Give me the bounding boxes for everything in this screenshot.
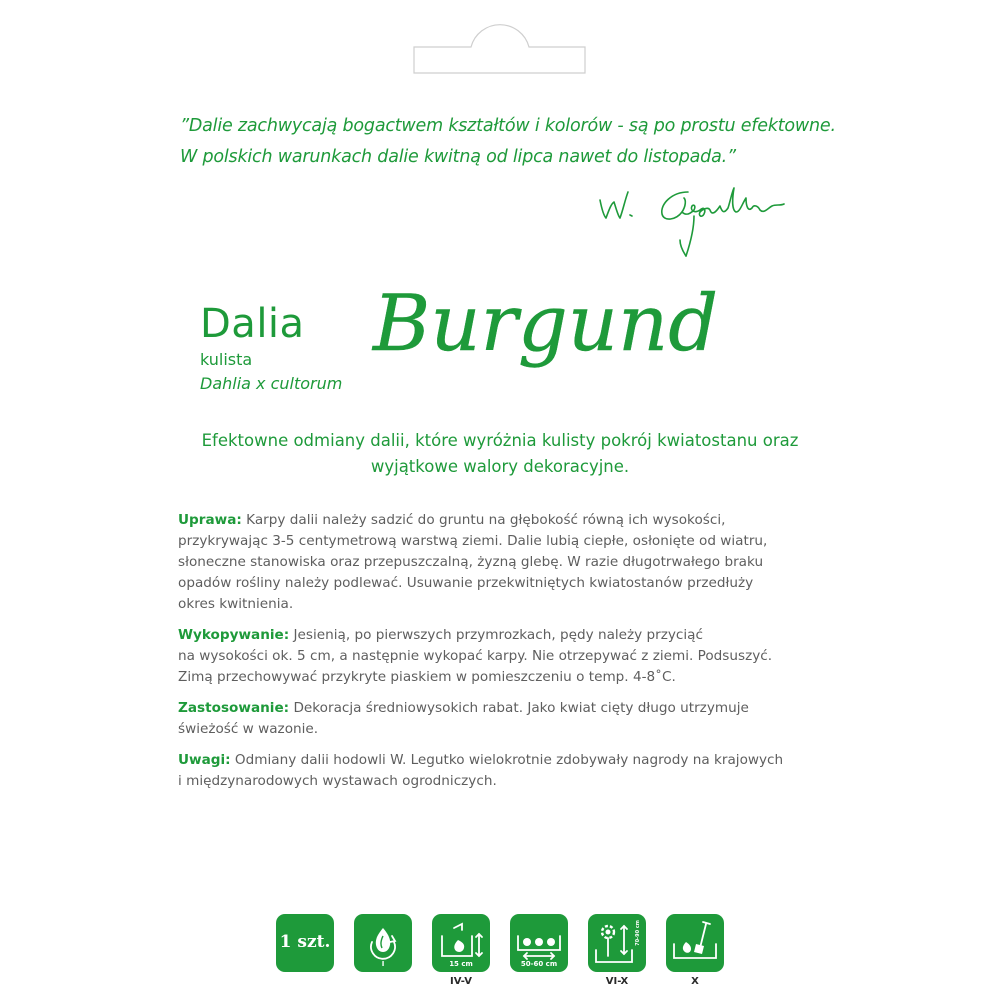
- cultivation-icons: [276, 914, 736, 994]
- section-line: [178, 750, 818, 771]
- section-line: opadów rośliny należy podlewać. Usuwanie przekwitniętych kwiatostanów przedłuży: [178, 575, 754, 591]
- section-label: Zastosowanie:: [178, 700, 290, 716]
- quantity-label: 1 szt.: [279, 932, 331, 952]
- section-text: Karpy dalii należy sadzić do gruntu na głębokość równą ich wysokości,: [241, 512, 726, 528]
- digging-icon: [666, 914, 724, 972]
- planting-months: IV-V: [450, 976, 472, 987]
- intro-line-1: Efektowne odmiany dalii, które wyróżnia kulisty pokrój kwiatostanu oraz: [201, 431, 799, 450]
- quote-line-1: ”Dalie zachwycają bogactwem kształtów i kolorów - są po prostu efektowne.: [180, 116, 836, 136]
- storage-month: I: [381, 960, 385, 968]
- variety-name: [365, 250, 719, 400]
- section-line: i międzynarodowych wystawach ogrodniczych.: [178, 773, 497, 789]
- section-label: Uprawa:: [178, 512, 242, 528]
- quote-line-2: W polskich warunkach dalie kwitną od lipca nawet do listopada.”: [180, 147, 736, 167]
- section-text: Dekoracja średniowysokich rabat. Jako kwiat cięty długo utrzymuje: [289, 700, 749, 716]
- section-line: przykrywając 3-5 centymetrową warstwą ziemi. Dalie lubią ciepłe, osłonięte od wiatru,: [178, 533, 768, 549]
- intro-description: [180, 428, 820, 480]
- section-label: Wykopywanie:: [178, 627, 290, 643]
- section-label: Uwagi:: [178, 752, 231, 768]
- product-kind: kulista: [200, 350, 253, 369]
- product-latin-name: Dahlia x cultorum: [200, 374, 343, 393]
- section-uwagi: [178, 750, 818, 792]
- flowering-height-icon: [588, 914, 646, 972]
- flowering-height-label: 70-90 cm: [635, 920, 641, 946]
- product-genus: Dalia: [200, 301, 305, 347]
- hanger-outline: [0, 0, 1000, 90]
- section-text: Odmiany dalii hodowli W. Legutko wielokrotnie zdobywały nagrody na krajowych: [230, 752, 784, 768]
- planting-depth-icon: [432, 914, 490, 972]
- quantity-icon: [276, 914, 334, 972]
- spacing-icon: [510, 914, 568, 972]
- section-zastosowanie: [178, 698, 818, 740]
- spacing-label: 50-60 cm: [520, 960, 558, 968]
- section-line: okres kwitnienia.: [178, 596, 294, 612]
- section-line: słoneczne stanowiska oraz przepuszczalną, żyzną glebę. W razie długotrwałego braku: [178, 554, 764, 570]
- care-instructions: [178, 510, 818, 802]
- variety-name-text: Burgund: [373, 279, 719, 369]
- section-line: świeżość w wazonie.: [178, 721, 319, 737]
- planting-depth-label: 15 cm: [449, 960, 473, 968]
- section-line: Zimą przechowywać przykryte piaskiem w pomieszczeniu o temp. 4-8˚C.: [178, 669, 676, 685]
- section-line: na wysokości ok. 5 cm, a następnie wykopać karpy. Nie otrzepywać z ziemi. Podsuszyć.: [178, 648, 773, 664]
- tuber-storage-icon: [354, 914, 412, 972]
- flowering-months: VI-X: [605, 976, 629, 987]
- breeder-quote: [180, 111, 880, 173]
- intro-line-2: wyjątkowe walory dekoracyjne.: [370, 457, 630, 476]
- section-text: Jesienią, po pierwszych przymrozkach, pędy należy przyciąć: [289, 627, 703, 643]
- section-uprawa: [178, 510, 818, 615]
- section-line: [178, 698, 818, 719]
- section-wykopywanie: [178, 625, 818, 688]
- section-line: [178, 510, 818, 531]
- digging-month: X: [691, 976, 699, 987]
- section-line: [178, 625, 818, 646]
